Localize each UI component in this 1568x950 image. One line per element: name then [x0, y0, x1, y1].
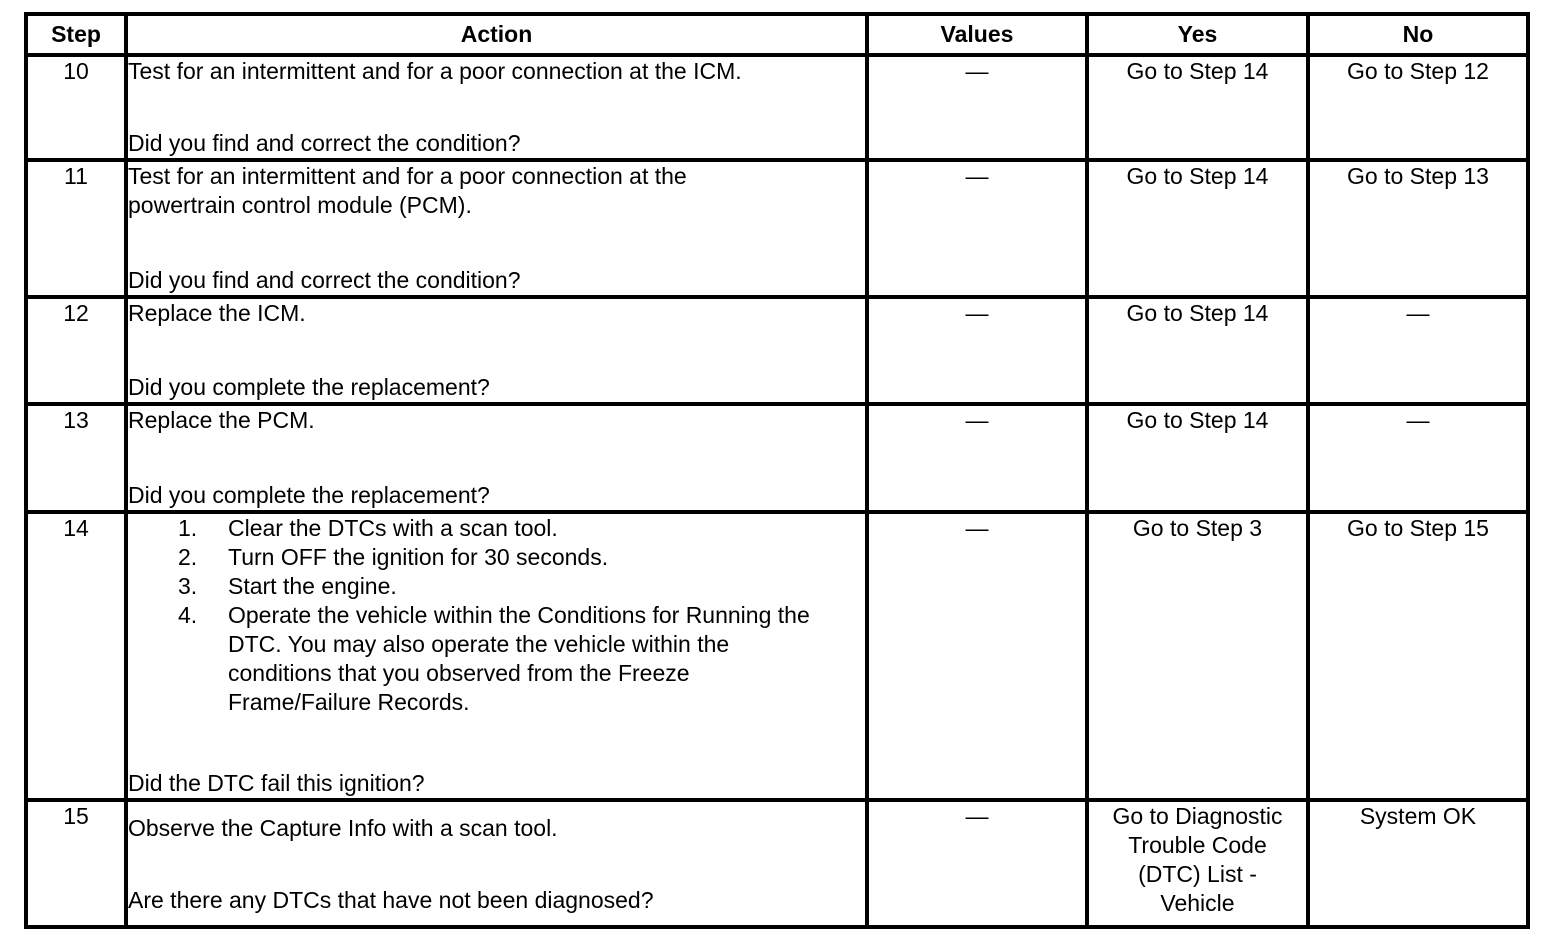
action-cell	[126, 297, 867, 404]
values-cell: —	[867, 55, 1087, 160]
values-cell: —	[867, 512, 1087, 800]
substep-item	[178, 543, 835, 572]
action-question: Are there any DTCs that have not been diagnosed?	[128, 887, 654, 913]
substep-number: 1.	[178, 514, 198, 541]
no-cell: Go to Step 15	[1308, 512, 1528, 800]
table-row	[26, 297, 1528, 404]
no-cell: Go to Step 12	[1308, 55, 1528, 160]
yes-cell: Go to Diagnostic Trouble Code (DTC) List - Vehicle	[1087, 800, 1308, 927]
action-cell	[126, 404, 867, 511]
action-text: Test for an intermittent and for a poor connection at the ICM.	[128, 58, 742, 84]
action-question: Did you complete the replacement?	[128, 481, 490, 508]
table-row	[26, 55, 1528, 160]
values-cell: —	[867, 404, 1087, 511]
table-row	[26, 160, 1528, 297]
action-question: Did the DTC fail this ignition?	[128, 769, 425, 796]
yes-cell: Go to Step 3	[1087, 512, 1308, 800]
step-number: 15	[26, 800, 126, 927]
substep-item	[178, 572, 835, 601]
substep-text: Clear the DTCs with a scan tool.	[228, 514, 558, 541]
diagnostic-table	[24, 12, 1530, 929]
substep-list	[128, 514, 865, 717]
no-cell: —	[1308, 404, 1528, 511]
header-step: Step	[26, 14, 126, 55]
action-question: Did you find and correct the condition?	[128, 266, 521, 293]
substep-text: Start the engine.	[228, 572, 397, 599]
substep-number: 3.	[178, 572, 198, 599]
header-no: No	[1308, 14, 1528, 55]
action-cell	[126, 160, 867, 297]
step-number: 11	[26, 160, 126, 297]
action-question: Did you find and correct the condition?	[128, 130, 521, 157]
substep-item	[178, 514, 835, 543]
action-text: Observe the Capture Info with a scan tool.	[128, 814, 558, 841]
yes-cell: Go to Step 14	[1087, 160, 1308, 297]
action-cell	[126, 512, 867, 800]
action-cell	[126, 55, 867, 160]
header-yes: Yes	[1087, 14, 1308, 55]
action-text: Test for an intermittent and for a poor connection at the powertrain control module (PCM).	[128, 163, 687, 219]
table-header-row	[26, 14, 1528, 55]
action-question: Did you complete the replacement?	[128, 374, 490, 401]
no-cell: System OK	[1308, 800, 1528, 927]
step-number: 12	[26, 297, 126, 404]
step-number: 13	[26, 404, 126, 511]
substep-text: Operate the vehicle within the Conditions for Running the DTC. You may also operate the vehicle within the conditions that you observed from the Freeze Frame/Failure Records.	[228, 601, 810, 715]
no-cell: —	[1308, 297, 1528, 404]
yes-cell: Go to Step 14	[1087, 55, 1308, 160]
values-cell: —	[867, 160, 1087, 297]
step-number: 10	[26, 55, 126, 160]
substep-number: 4.	[178, 601, 198, 628]
values-cell: —	[867, 297, 1087, 404]
no-cell: Go to Step 13	[1308, 160, 1528, 297]
substep-number: 2.	[178, 543, 198, 570]
step-number: 14	[26, 512, 126, 800]
header-values: Values	[867, 14, 1087, 55]
table-row	[26, 404, 1528, 511]
table-row	[26, 800, 1528, 927]
action-cell	[126, 800, 867, 927]
action-text: Replace the ICM.	[128, 299, 306, 326]
values-cell: —	[867, 800, 1087, 927]
substep-text: Turn OFF the ignition for 30 seconds.	[228, 543, 609, 570]
table-row	[26, 512, 1528, 800]
header-action: Action	[126, 14, 867, 55]
substep-item	[178, 601, 835, 717]
yes-cell: Go to Step 14	[1087, 297, 1308, 404]
yes-cell: Go to Step 14	[1087, 404, 1308, 511]
action-text: Replace the PCM.	[128, 407, 315, 434]
